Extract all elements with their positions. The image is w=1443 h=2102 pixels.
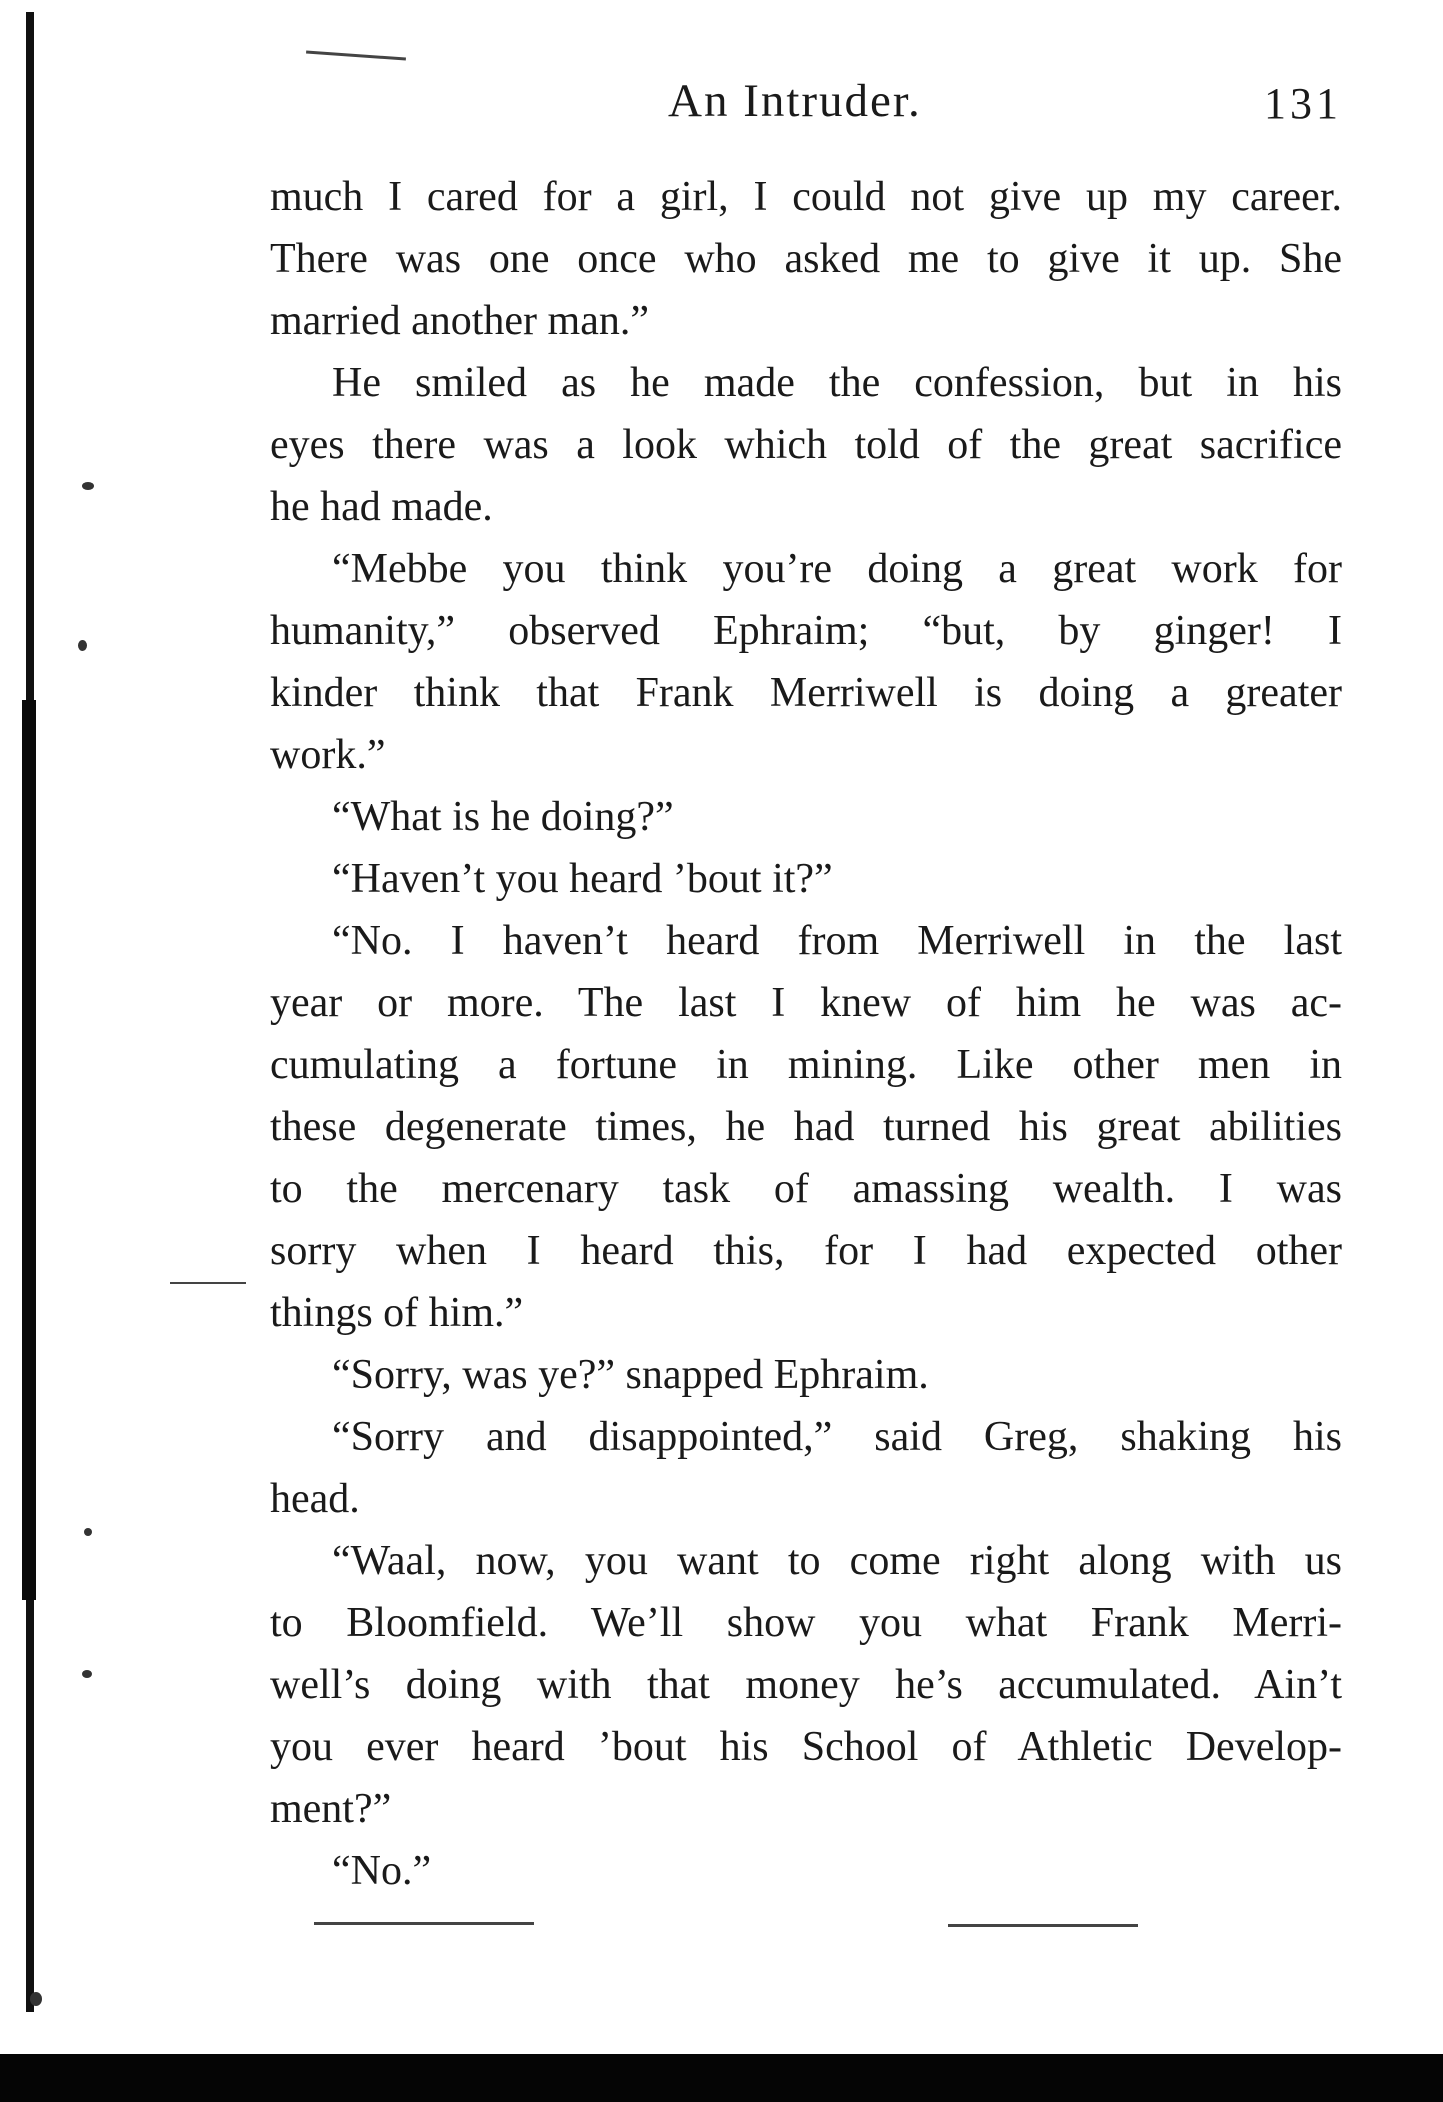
scan-speck	[82, 1670, 92, 1678]
text-line: to Bloomfield. We’ll show you what Frank Merri-	[270, 1600, 1342, 1646]
text-line: much I cared for a girl, I could not give up my career.	[270, 174, 1342, 220]
text-line: “No. I haven’t heard from Merriwell in the last	[332, 918, 1342, 964]
scan-bottom-band	[0, 2054, 1443, 2102]
text-line: sorry when I heard this, for I had expected other	[270, 1228, 1342, 1274]
text-line: he had made.	[270, 484, 493, 530]
body-text	[270, 166, 1342, 1902]
text-line: “Sorry and disappointed,” said Greg, shaking his	[332, 1414, 1342, 1460]
text-line: head.	[270, 1476, 360, 1522]
text-line: these degenerate times, he had turned his great abilities	[270, 1104, 1342, 1150]
running-title: An Intruder.	[668, 75, 922, 127]
scan-mark	[948, 1924, 1138, 1927]
text-line: ment?”	[270, 1786, 392, 1832]
text-line: “Waal, now, you want to come right along with us	[332, 1538, 1342, 1584]
scan-mark	[306, 51, 406, 61]
scan-left-border-shadow	[22, 700, 36, 1600]
text-line: humanity,” observed Ephraim; “but, by ginger! I	[270, 608, 1342, 654]
scan-speck	[84, 1528, 92, 1536]
text-line: things of him.”	[270, 1290, 524, 1336]
scan-mark	[314, 1922, 534, 1925]
scan-mark	[170, 1282, 246, 1284]
page-number: 131	[1264, 79, 1342, 128]
text-line: “Haven’t you heard ’bout it?”	[332, 856, 833, 902]
scan-speck	[82, 482, 94, 490]
text-line: He smiled as he made the confession, but in his	[332, 360, 1342, 406]
scan-speck	[30, 1992, 42, 2006]
text-line: “Mebbe you think you’re doing a great work for	[332, 546, 1342, 592]
text-line: There was one once who asked me to give it up. She	[270, 236, 1342, 282]
text-line: kinder think that Frank Merriwell is doing a greater	[270, 670, 1342, 716]
text-line: eyes there was a look which told of the great sacrifice	[270, 422, 1342, 468]
text-line: well’s doing with that money he’s accumulated. Ain’t	[270, 1662, 1342, 1708]
scan-speck	[78, 640, 87, 651]
text-line: to the mercenary task of amassing wealth. I was	[270, 1166, 1342, 1212]
text-line: cumulating a fortune in mining. Like other men in	[270, 1042, 1342, 1088]
text-line: “What is he doing?”	[332, 794, 674, 840]
text-line: you ever heard ’bout his School of Athletic Develop-	[270, 1724, 1342, 1770]
text-line: “Sorry, was ye?” snapped Ephraim.	[332, 1352, 929, 1398]
text-line: year or more. The last I knew of him he was ac-	[270, 980, 1342, 1026]
text-line: married another man.”	[270, 298, 649, 344]
text-line: “No.”	[332, 1848, 432, 1894]
text-line: work.”	[270, 732, 386, 778]
page-header	[270, 74, 1342, 134]
